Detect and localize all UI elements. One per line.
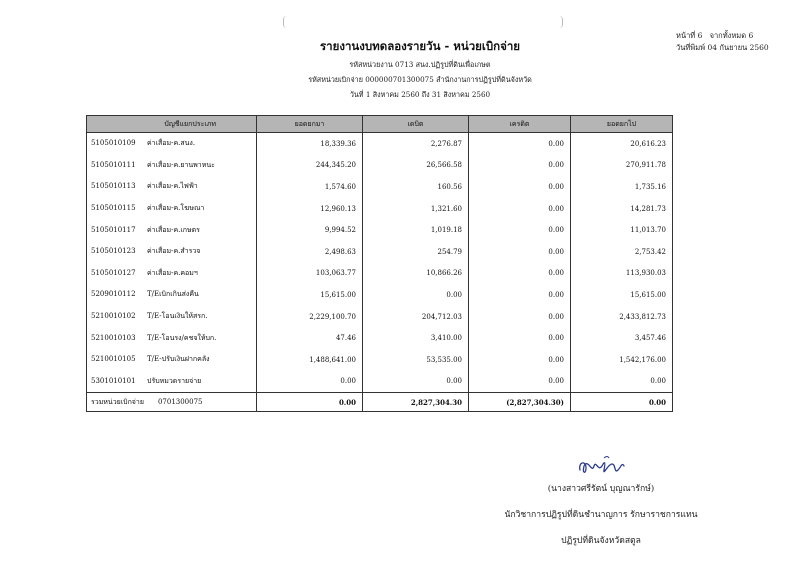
account-code: 5105010123 [91,247,136,256]
account-name: ค่าเสื่อม-ค.ยานพาหนะ [147,160,215,169]
report-header [230,38,610,101]
credit-amount: 0.00 [469,306,571,328]
col-header-debit: เดบิต [363,116,469,133]
closing-balance: 2,753.42 [571,241,673,263]
table-row [87,176,673,198]
account-name: ค่าเสื่อม-ค.สำรวจ [147,247,201,256]
account-name: ค่าเสื่อม-ค.คอมฯ [147,268,198,277]
debit-amount: 160.56 [363,176,469,198]
account-name: ค่าเสื่อม-ค.โฆษณา [147,204,205,213]
signatory-office: ปฏิรูปที่ดินจังหวัดสตูล [561,536,641,546]
account-cell [87,327,257,349]
account-name: T/E-ปรับเงินฝากคลัง [147,355,210,364]
closing-balance: 1,542,176.00 [571,349,673,371]
debit-amount: 1,019.18 [363,219,469,241]
total-opening: 0.00 [257,393,363,412]
table-header-row [87,116,673,133]
table-row [87,263,673,285]
table-row [87,219,673,241]
credit-amount: 0.00 [469,284,571,306]
scan-mark-left [283,16,290,28]
table-row [87,284,673,306]
total-pages: 6 [748,31,754,40]
table-row [87,241,673,263]
account-cell [87,306,257,328]
closing-balance: 11,013.70 [571,219,673,241]
unit-line: รหัสหน่วยงาน 0713 สนง.ปฏิรูปที่ดินเพื่อเกษต [349,60,491,69]
report-title: รายงานงบทดลองรายวัน - หน่วยเบิกจ่าย [319,39,521,53]
account-code: 5105010117 [91,225,136,234]
print-date: วันที่พิมพ์ 04 กันยายน 2560 [676,43,769,52]
account-cell [87,133,257,155]
account-name: ค่าเสื่อม-ค.สนง. [147,139,196,148]
credit-amount: 0.00 [469,241,571,263]
debit-amount: 26,566.58 [363,155,469,177]
table-row [87,306,673,328]
table-row [87,327,673,349]
account-cell [87,155,257,177]
account-code: 5105010115 [91,204,136,213]
account-cell [87,284,257,306]
credit-amount: 0.00 [469,198,571,220]
account-code: 5105010113 [91,182,136,191]
signature-block [456,480,746,558]
debit-amount: 204,712.03 [363,306,469,328]
scan-mark-right [556,16,563,28]
account-name: T/Eเบิกเกินส่งคืน [147,290,199,299]
credit-amount: 0.00 [469,133,571,155]
debit-amount: 10,866.26 [363,263,469,285]
closing-balance: 20,616.23 [571,133,673,155]
account-name: T/E-โอนเงินให้สรก. [147,312,208,321]
total-label-cell [87,393,257,412]
account-code: 5105010111 [91,160,136,169]
page-number-line [676,30,769,42]
total-unit-code: 0701300075 [157,397,203,406]
closing-balance: 113,930.03 [571,263,673,285]
col-header-account: บัญชีแยกประเภท [87,116,257,133]
opening-balance: 103,063.77 [257,263,363,285]
total-pages-label: จากทั้งหมด [709,31,747,40]
debit-amount: 0.00 [363,371,469,393]
account-cell [87,263,257,285]
opening-balance: 0.00 [257,371,363,393]
credit-amount: 0.00 [469,349,571,371]
total-credit: (2,827,304.30) [469,393,571,412]
account-code: 5105010127 [91,268,136,277]
debit-amount: 3,410.00 [363,327,469,349]
table-row [87,349,673,371]
table-row [87,133,673,155]
account-code: 5105010109 [91,139,136,148]
account-name: ค่าเสื่อม-ค.ไฟฟ้า [147,182,198,191]
table-row [87,198,673,220]
account-code: 5210010105 [91,355,136,364]
account-cell [87,176,257,198]
debit-amount: 1,321.60 [363,198,469,220]
account-cell [87,198,257,220]
debit-amount: 0.00 [363,284,469,306]
account-cell [87,219,257,241]
opening-balance: 9,994.52 [257,219,363,241]
col-header-closing: ยอดยกไป [571,116,673,133]
disbursing-unit-line: รหัสหน่วยเบิกจ่าย 000000701300075 สำนักงานการปฏิรูปที่ดินจังหวัด [308,75,532,84]
account-cell [87,241,257,263]
account-name: T/E-โอนรง/คชจให้บก. [147,333,217,342]
table-row [87,371,673,393]
debit-amount: 254.79 [363,241,469,263]
credit-amount: 0.00 [469,327,571,349]
account-cell [87,349,257,371]
opening-balance: 244,345.20 [257,155,363,177]
total-label: รวมหน่วยเบิกจ่าย [91,397,144,406]
period-line: วันที่ 1 สิงหาคม 2560 ถึง 31 สิงหาคม 2560 [349,90,491,99]
opening-balance: 12,960.13 [257,198,363,220]
total-debit: 2,827,304.30 [363,393,469,412]
opening-balance: 1,574.60 [257,176,363,198]
closing-balance: 15,615.00 [571,284,673,306]
debit-amount: 53,535.00 [363,349,469,371]
page-number: 6 [697,31,703,40]
credit-amount: 0.00 [469,176,571,198]
table-body [87,133,673,393]
account-name: ปรับหมวดรายจ่าย [147,376,202,385]
account-code: 5301010101 [91,376,136,385]
opening-balance: 15,615.00 [257,284,363,306]
credit-amount: 0.00 [469,155,571,177]
signatory-name: (นางสาวศรีรัตน์ บุญณารักษ์) [547,484,655,494]
account-code: 5209010112 [91,290,136,299]
signatory-position: นักวิชาการปฏิรูปที่ดินชำนาญการ รักษาราชการแทน [504,510,698,520]
account-code: 5210010102 [91,312,136,321]
opening-balance: 2,498.63 [257,241,363,263]
trial-balance-table [86,115,673,412]
closing-balance: 270,911.78 [571,155,673,177]
closing-balance: 3,457.46 [571,327,673,349]
page-info [676,30,769,54]
opening-balance: 18,339.36 [257,133,363,155]
closing-balance: 2,433,812.73 [571,306,673,328]
table-row [87,155,673,177]
opening-balance: 1,488,641.00 [257,349,363,371]
credit-amount: 0.00 [469,219,571,241]
account-code: 5210010103 [91,333,136,342]
total-row [87,393,673,412]
closing-balance: 1,735.16 [571,176,673,198]
col-header-credit: เครดิต [469,116,571,133]
account-cell [87,371,257,393]
debit-amount: 2,276.87 [363,133,469,155]
total-closing: 0.00 [571,393,673,412]
closing-balance: 0.00 [571,371,673,393]
opening-balance: 2,229,100.70 [257,306,363,328]
opening-balance: 47.46 [257,327,363,349]
col-header-opening: ยอดยกมา [257,116,363,133]
page-label: หน้าที่ [676,31,696,40]
credit-amount: 0.00 [469,371,571,393]
closing-balance: 14,281.73 [571,198,673,220]
credit-amount: 0.00 [469,263,571,285]
handwritten-signature [574,452,630,480]
account-name: ค่าเสื่อม-ค.เกษตร [147,225,200,234]
